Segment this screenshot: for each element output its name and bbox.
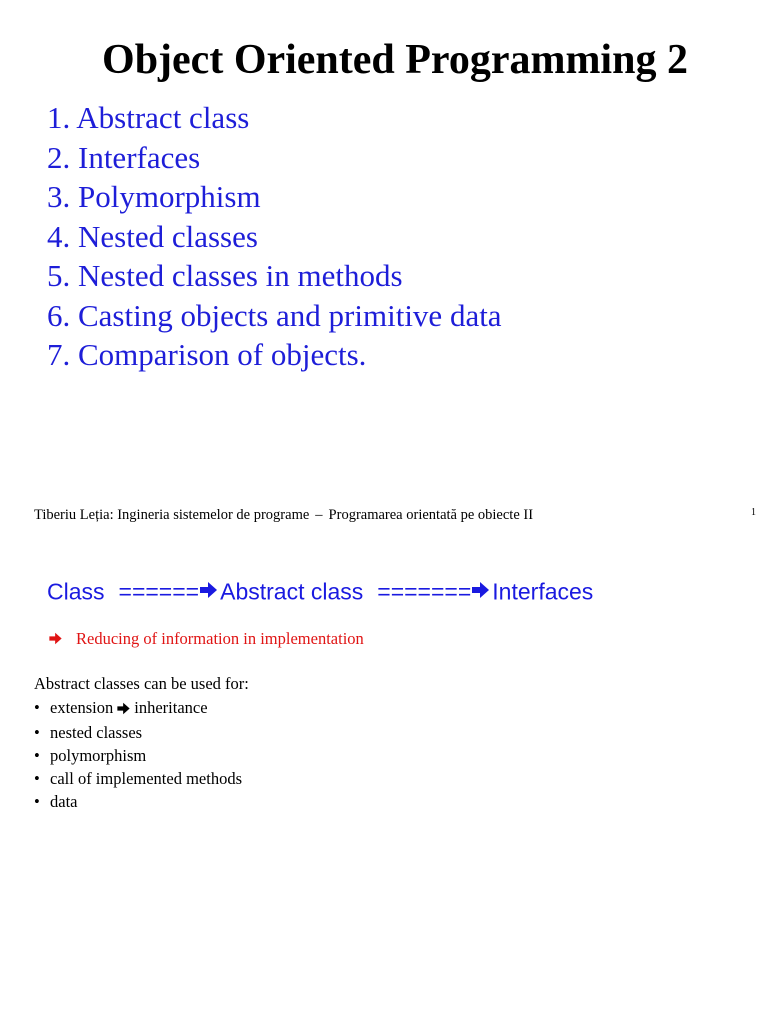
topic-item: 3. Polymorphism: [47, 179, 261, 214]
arrow-shape: [200, 582, 217, 598]
list-item: [34, 767, 242, 790]
bold-right-arrow-icon: [117, 698, 130, 721]
bullet-icon: •: [34, 698, 40, 717]
topic-item: 6. Casting objects and primitive data: [47, 297, 502, 333]
bullet-icon: •: [34, 722, 40, 742]
list-item: [34, 721, 242, 744]
arrow-shape: [472, 582, 489, 598]
bold-right-arrow-icon: [49, 630, 62, 650]
list-item-text: data: [50, 791, 78, 811]
bullet-icon: •: [34, 791, 40, 811]
arrow-shape: [49, 633, 61, 645]
topic-item: 4. Nested classes: [47, 218, 258, 254]
flow-class-label: Class: [47, 578, 105, 605]
bold-right-arrow-icon: [472, 578, 489, 605]
footer-author-course: Tiberiu Leția: Ingineria sistemelor de programe: [34, 507, 310, 523]
topic-item: 1. Abstract class: [47, 100, 250, 135]
list-item: [34, 696, 242, 721]
list-item: [34, 790, 242, 813]
flow-abstract-class-label: Abstract class: [220, 578, 364, 605]
topic-item: 7. Comparison of objects.: [47, 337, 367, 372]
flow-interfaces-label: Interfaces: [492, 578, 594, 605]
list-item-text: inheritance: [134, 698, 208, 717]
bullet-icon: •: [34, 745, 40, 765]
topic-item: 2. Interfaces: [47, 139, 201, 175]
list-item-text: polymorphism: [50, 745, 147, 765]
topic-item: 5. Nested classes in methods: [47, 258, 403, 293]
class-hierarchy-flow: [47, 577, 593, 605]
note-text: Reducing of information in implementation: [76, 629, 364, 648]
footer-dash: –: [315, 507, 323, 523]
page-number: 1: [751, 507, 756, 518]
list-item-text: call of implemented methods: [50, 768, 242, 788]
list-item-text: nested classes: [50, 722, 143, 742]
list-item-text: extension: [50, 698, 114, 717]
bold-right-arrow-icon: [200, 578, 217, 605]
flow-equals-1: ======: [118, 578, 200, 605]
uses-list: [34, 696, 242, 813]
topic-list: [47, 98, 502, 375]
note-line: [49, 629, 364, 650]
list-item: [34, 744, 242, 767]
slide-footer: [34, 507, 533, 524]
footer-course-title: Programarea orientată pe obiecte II: [328, 507, 534, 523]
abstract-classes-intro: Abstract classes can be used for:: [34, 674, 249, 693]
bullet-icon: •: [34, 768, 40, 788]
page-title: Object Oriented Programming 2: [102, 37, 688, 83]
arrow-shape: [118, 702, 130, 714]
flow-equals-2: =======: [377, 578, 472, 605]
